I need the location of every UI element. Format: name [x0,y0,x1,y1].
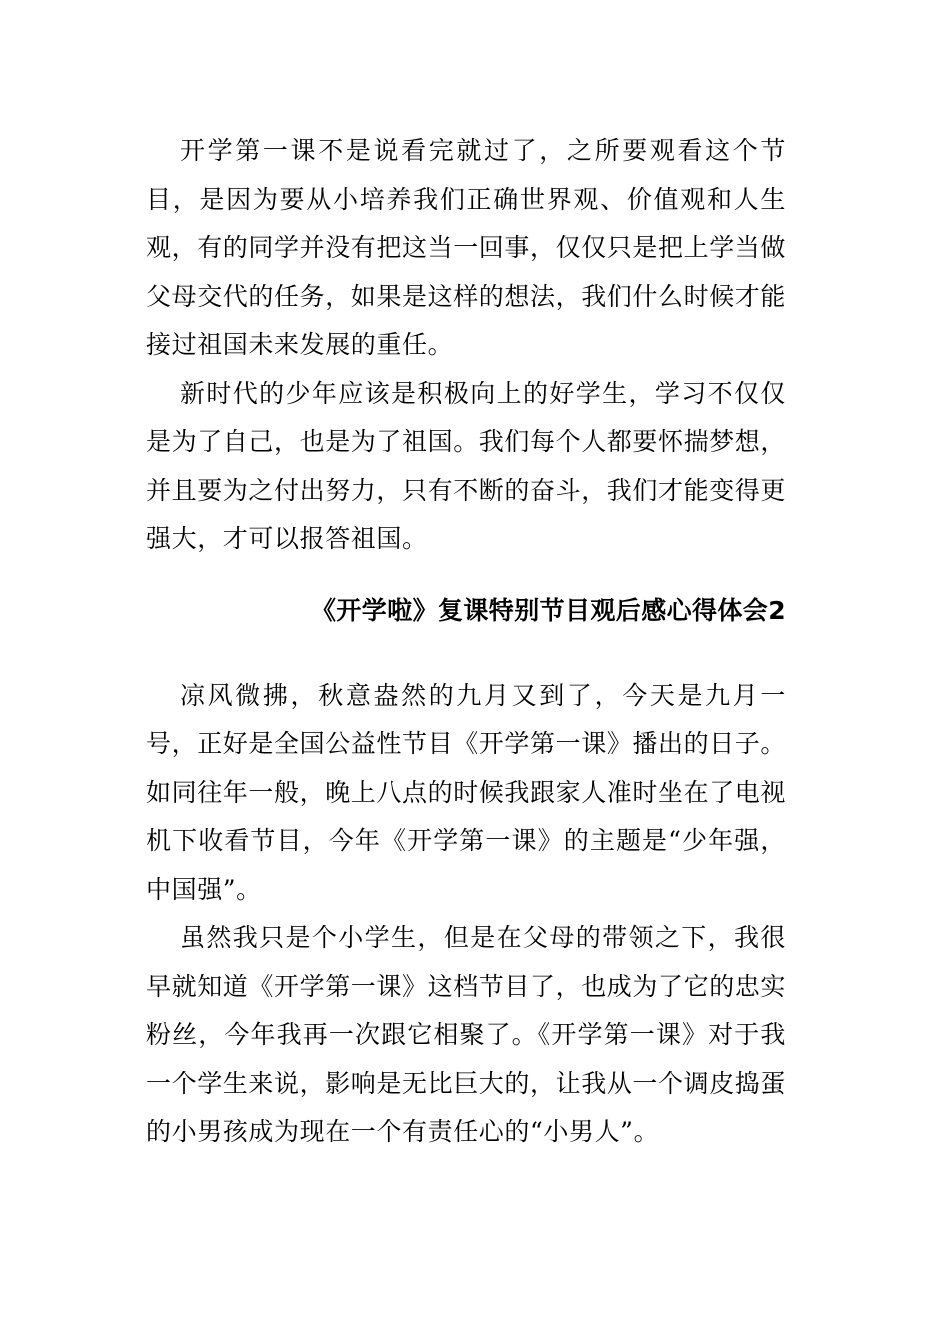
paragraph-3: 凉风微拂，秋意盎然的九月又到了，今天是九月一号，正好是全国公益性节目《开学第一课》播出的日子。如同往年一般，晚上八点的时候我跟家人准时坐在了电视机下收看节目，今年《开学第一课》的主题是“少年强，中国强”。 [146,680,787,904]
section-heading: 《开学啦》复课特别节目观后感心得体会2 [311,595,786,625]
paragraph-4: 虽然我只是个小学生，但是在父母的带领之下，我很早就知道《开学第一课》这档节目了，也成为了它的忠实粉丝，今年我再一次跟它相聚了。《开学第一课》对于我一个学生来说，影响是无比巨大的，让我从一个调皮捣蛋的小男孩成为现在一个有责任心的“小男人”。 [146,923,787,1146]
paragraph-2: 新时代的少年应该是积极向上的好学生，学习不仅仅是为了自己，也是为了祖国。我们每个人都要怀揣梦想，并且要为之付出努力，只有不断的奋斗，我们才能变得更强大，才可以报答祖国。 [146,378,787,553]
document-body [146,127,786,1157]
paragraph-1: 开学第一课不是说看完就过了，之所要观看这个节目，是因为要从小培养我们正确世界观、价值观和人生观，有的同学并没有把这当一回事，仅仅只是把上学当做父母交代的任务，如果是这样的想法，我们什么时候才能接过祖国未来发展的重任。 [146,136,787,359]
